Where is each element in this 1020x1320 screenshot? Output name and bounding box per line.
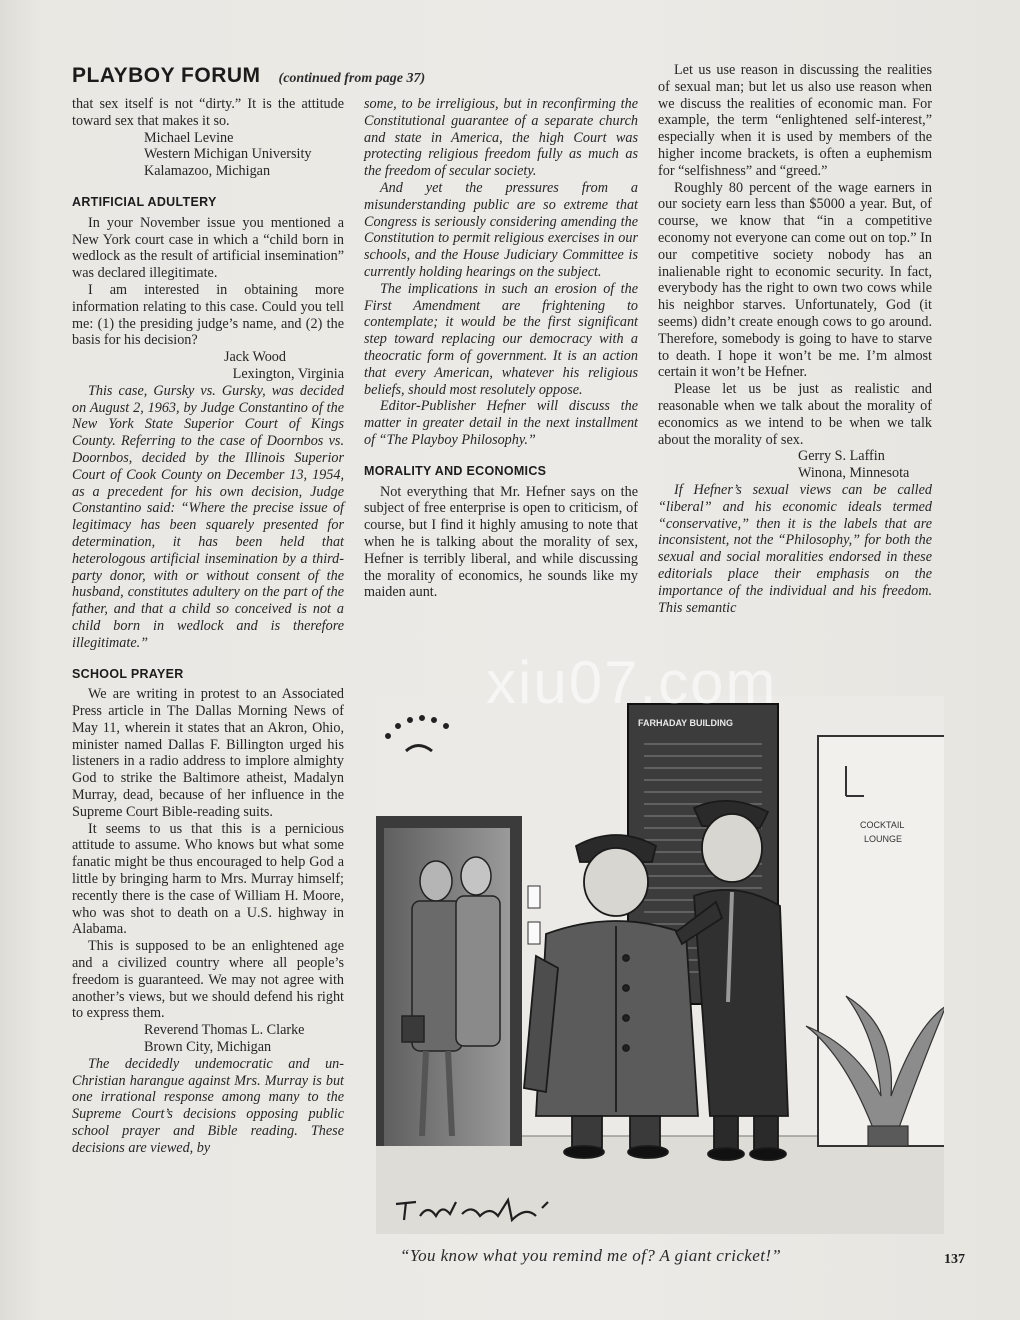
editor-reply: some, to be irreligious, but in reconfirming the Constitutional guarantee of a separate church and state in America, the high Court was protecting religious freedom fully as much as the freedom of secular society. [364,96,638,180]
letter-paragraph: Please let us be just as realistic and reasonable when we talk about the morality of economics as we intend to be when we talk about the morality of sex. [658,381,932,448]
letter-paragraph: that sex itself is not “dirty.” It is the attitude toward sex that makes it so. [72,96,344,129]
editor-reply: If Hefner’s sexual views can be called “liberal” and his economic ideals termed “conservative,” then it is the labels that are inconsistent, not the “Philosophy,” for both the sexual and social moralities endorsed in these editorials place their emphasis on the importance of the individual and his freedom. This semantic [658,481,932,616]
editor-reply: This case, Gursky vs. Gursky, was decided on August 2, 1963, by Judge Constantino of the New York State Superior Court of Kings County. Referring to the case of Doornbos vs. Doornbos, decided by the Illinois Superior Court of Cook County on December 13, 1954, as a precedent for his own decision, Judge Constantino said: “Where the precise issue of legitimacy has been squarely presented for determination, it has been held that heterologous artificial insemination by a third-party donor, with or without consent of the husband, constitutes adultery on the part of the father, and that a child so conceived is not a child born in wedlock and is therefore illegitimate.” [72,382,344,651]
column-3 [658,62,932,616]
svg-text:LOUNGE: LOUNGE [864,834,903,844]
letter-signature [72,130,344,180]
section-heading-school-prayer: SCHOOL PRAYER [72,666,184,681]
lounge-sign: COCKTAIL [860,820,905,830]
editor-reply: The decidedly undemocratic and un-Christian harangue against Mrs. Murray is but one irrational response among many to the Supreme Court’s decisions opposing public school prayer and Bible reading. These decisions are viewed, by [72,1055,344,1156]
letter-signature [72,349,344,383]
editor-reply: And yet the pressures from a misunderstanding public are so extreme that Congress is seriously considering amending the Constitution to permit religious exercises in our schools, and the House Judiciary Committee is currently holding hearings on the subject. [364,179,638,280]
letter-signature [72,1022,344,1056]
page-header [72,64,425,88]
signature-location: Winona, Minnesota [798,465,910,482]
signature-location: Lexington, Virginia [232,365,344,382]
signature-location: Brown City, Michigan [144,1039,272,1056]
column-1 [72,96,344,1157]
watermark: xiu07.com [486,649,778,716]
forum-title: PLAYBOY FORUM [72,64,261,87]
cartoon-illustration [376,696,944,1234]
continued-note: (continued from page 37) [278,71,426,86]
signature-name: Reverend Thomas L. Clarke [144,1022,305,1039]
signature-name: Gerry S. Laffin [798,448,885,465]
column-2 [364,96,638,601]
letter-paragraph: Not everything that Mr. Hefner says on the subject of free enterprise is open to criticism, of course, but I find it highly amusing to note that when he is talking about the morality of sex, Hefner is terribly liberal, and while discussing the morality of economics, he sounds like my maiden aunt. [364,483,638,601]
letter-paragraph: In your November issue you mentioned a New York court case in which a “child born in wedlock as the result of artificial insemination” was declared illegitimate. [72,214,344,282]
signature-location: Kalamazoo, Michigan [144,163,271,180]
letter-paragraph: Let us use reason in discussing the realities of sexual man; but let us also use reason when we discuss the realities of economic man. For example, the term “enlightened self-interest,” especially when it is used by members of the higher income brackets, is often a euphemism for “selfishness” and “greed.” [658,62,932,179]
editor-reply: The implications in such an erosion of the First Amendment are frightening to contemplate; it would be the first significant step toward replacing our democracy with a theocratic form of government. It is an action that every American, whatever his religious beliefs, should most resolutely oppose. [364,280,638,398]
letter-signature [658,448,932,482]
signature-name: Jack Wood [223,349,286,366]
letter-paragraph: I am interested in obtaining more information relating to this case. Could you tell me: (1) the presiding judge’s name, and (2) the basis for his decision? [72,281,344,349]
letter-paragraph: We are writing in protest to an Associated Press article in The Dallas Morning News of May 11, wherein it states that an Akron, Ohio, minister named Dallas F. Billington urged his listeners in a radio address to implore almighty God to strike the Baltimore atheist, Madalyn Murray, dead, because of her influence in the Supreme Court Bible-reading suits. [72,686,344,820]
signature-name: Michael Levine [144,129,234,146]
editor-reply: Editor-Publisher Hefner will discuss the matter in greater detail in the next installment of “The Playboy Philosophy.” [364,398,638,448]
page-number: 137 [944,1252,965,1267]
cartoon-caption: “You know what you remind me of? A giant cricket!” [400,1246,782,1265]
building-sign: FARHADAY BUILDING [638,718,734,728]
letter-paragraph: It seems to us that this is a pernicious attitude to assume. Who knows but what some fanatic might be thus encouraged to help God a little by bringing harm to Mrs. Murray himself; recently there is the case of William H. Moore, who was shot to death on a U.S. highway in Alabama. [72,820,344,938]
letter-paragraph: This is supposed to be an enlightened age and a civilized country where all people’s freedom is guaranteed. We may not agree with another’s views, but we should defend his right to express them. [72,938,344,1022]
signature-affiliation: Western Michigan University [144,146,312,163]
letter-paragraph: Roughly 80 percent of the wage earners in our society earn less than $5000 a year. But, of course, we know that “in a competitive economy not everyone can come out on top.” In our competitive society nobody has an inalienable right to economic security. In fact, everybody has the right to own two cows while his neighbor starves. Unfortunately, God (it seems) didn’t create enough cows to go around. Therefore, somebody is going to have to starve to death. I hope it won’t be me. I’m almost certain it won’t be Hefner. [658,179,932,381]
section-heading-morality-economics: MORALITY AND ECONOMICS [364,463,547,478]
section-heading-artificial-adultery: ARTIFICIAL ADULTERY [72,194,217,209]
